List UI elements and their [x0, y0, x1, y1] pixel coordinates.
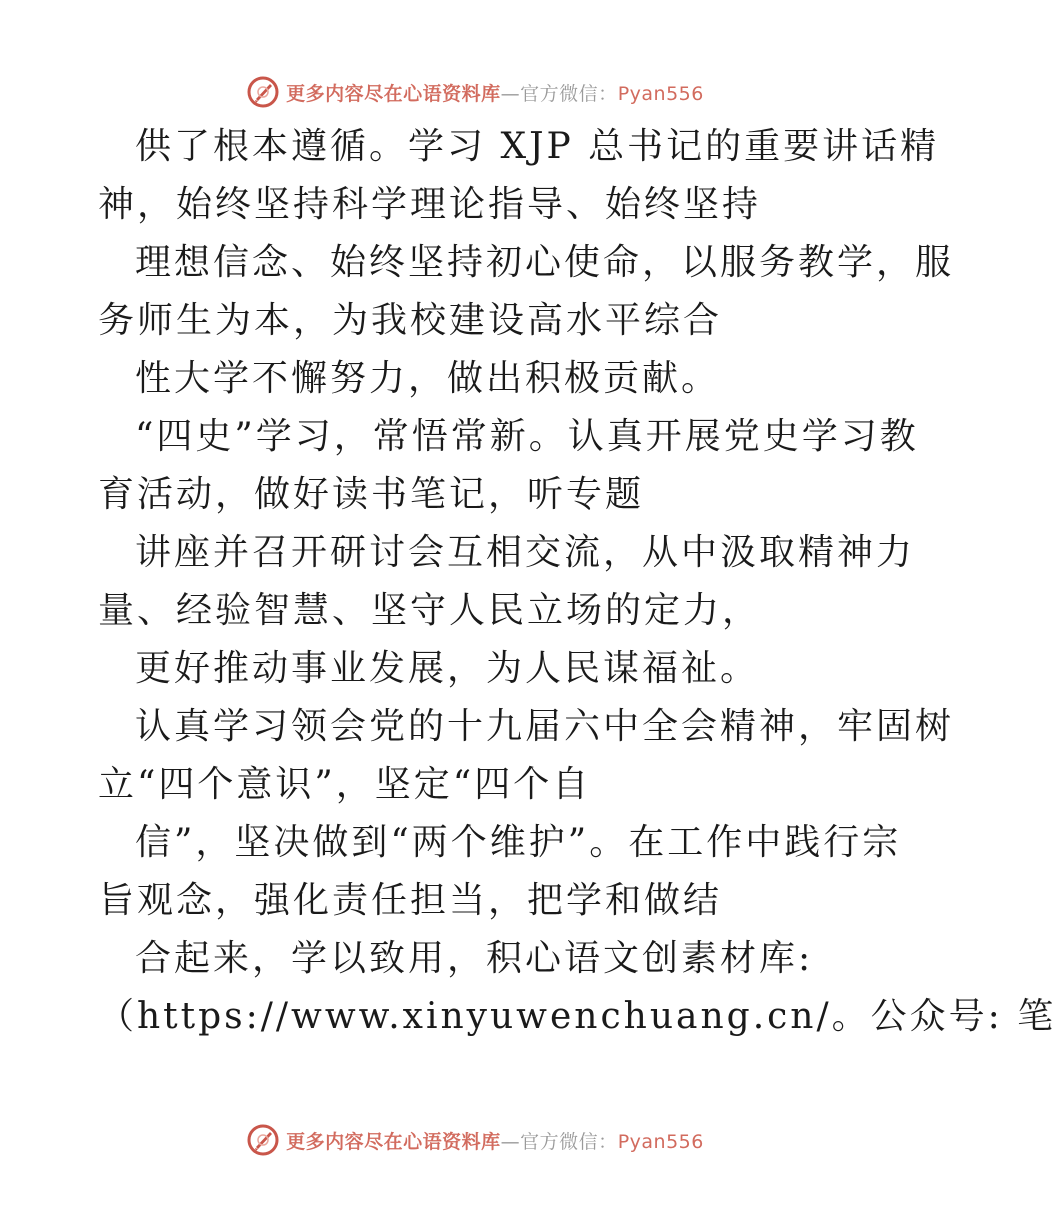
quill-seal-icon	[246, 75, 280, 109]
body-line: 量、经验智慧、坚守人民立场的定力，	[98, 590, 762, 631]
header-wechat-id: Pyan556	[617, 82, 704, 105]
body-line: 理想信念、始终坚持初心使命，以服务教学，服	[135, 242, 955, 283]
body-line: 立“四个意识”，坚定“四个自	[98, 764, 592, 805]
body-line: 性大学不懈努力，做出积极贡献。	[135, 358, 721, 399]
header-official-label: —官方微信：	[500, 82, 618, 105]
footer-brand: 更多内容尽在心语资料库	[286, 1130, 501, 1153]
body-line: “四史”学习，常悟常新。认真开展党史学习教	[135, 416, 919, 457]
footer-watermark-text	[286, 1127, 704, 1154]
body-line: 合起来，学以致用，积心语文创素材库:	[135, 938, 814, 979]
body-line: 更好推动事业发展，为人民谋福祉。	[135, 648, 760, 689]
footer-official-label: —官方微信：	[500, 1130, 618, 1153]
body-line: 旨观念，强化责任担当，把学和做结	[98, 880, 723, 921]
body-line: 供了根本遵循。学习 XJP 总书记的重要讲话精	[135, 126, 940, 167]
header-watermark-text	[286, 79, 704, 106]
header-brand: 更多内容尽在心语资料库	[286, 82, 501, 105]
header-watermark-banner	[0, 72, 950, 112]
quill-seal-icon	[246, 1123, 280, 1157]
footer-watermark-banner	[0, 1120, 950, 1160]
body-line: 认真学习领会党的十九届六中全会精神，牢固树	[135, 706, 955, 747]
body-line: 务师生为本，为我校建设高水平综合	[98, 300, 723, 341]
body-line: 育活动，做好读书笔记，听专题	[98, 474, 645, 515]
body-line: 信”，坚决做到“两个维护”。在工作中践行宗	[135, 822, 902, 863]
body-line: 讲座并召开研讨会互相交流，从中汲取精神力	[135, 532, 916, 573]
footer-wechat-id: Pyan556	[617, 1130, 704, 1153]
body-line: （https://www.xinyuwenchuang.cn/。公众号: 笔	[98, 996, 1056, 1037]
body-line: 神，始终坚持科学理论指导、始终坚持	[98, 184, 762, 225]
